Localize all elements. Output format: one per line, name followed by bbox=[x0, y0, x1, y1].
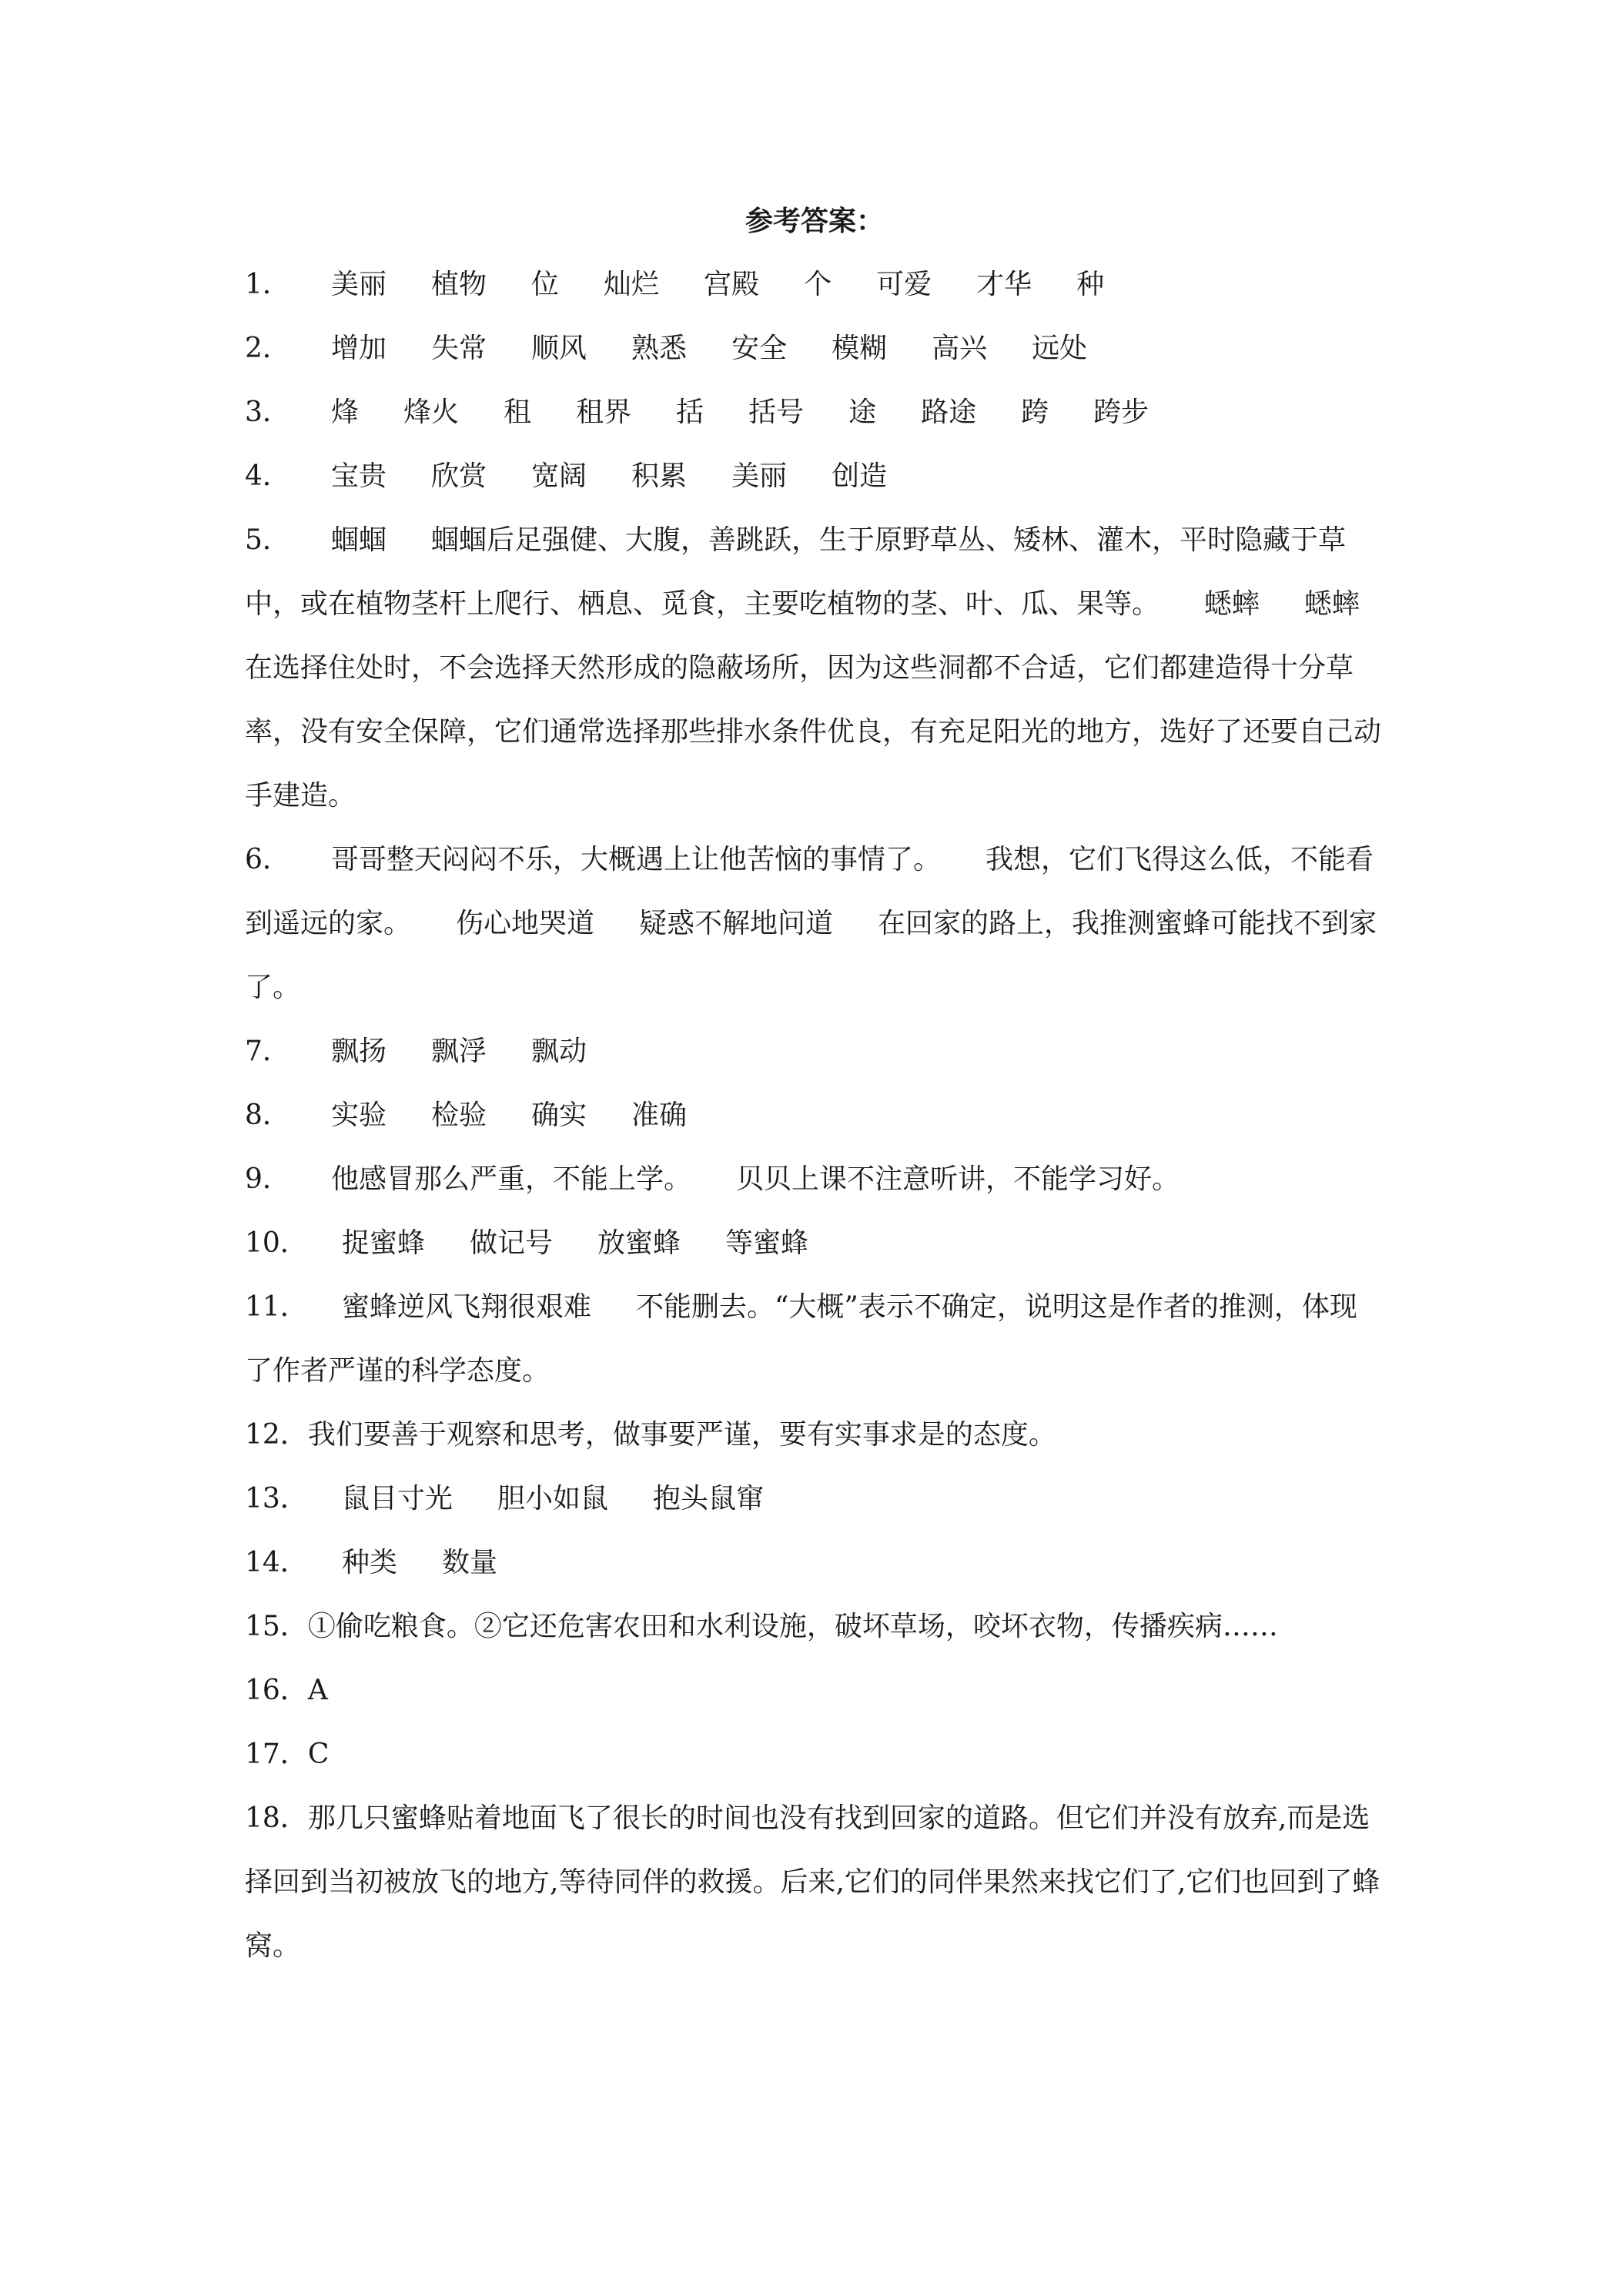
answer-segment: 顺风 bbox=[531, 333, 587, 364]
answer-5 bbox=[245, 508, 1384, 828]
answer-segment: A bbox=[307, 1675, 328, 1706]
answer-segment: 实验 bbox=[331, 1099, 387, 1131]
answer-4 bbox=[245, 444, 1384, 508]
answer-segment: 路途 bbox=[921, 397, 977, 428]
answer-number: 10． bbox=[245, 1227, 308, 1259]
answer-segment: 灿烂 bbox=[604, 269, 660, 300]
answer-segment: 烽火 bbox=[403, 397, 460, 428]
answer-segment: 安全 bbox=[731, 333, 788, 364]
answer-segment: 熟悉 bbox=[631, 333, 688, 364]
answer-number: 12． bbox=[245, 1419, 308, 1451]
answer-segment: C bbox=[307, 1739, 330, 1770]
answer-number: 5． bbox=[245, 524, 290, 556]
answer-segment: 括号 bbox=[748, 397, 805, 428]
answer-segment: 可爱 bbox=[876, 269, 932, 300]
answer-segment: 做记号 bbox=[470, 1227, 554, 1259]
answer-segment: 捉蜜蜂 bbox=[342, 1227, 426, 1259]
answer-segment: 欣赏 bbox=[431, 460, 487, 492]
answer-segment: 模糊 bbox=[832, 333, 888, 364]
answer-number: 15． bbox=[245, 1611, 308, 1642]
answer-segment: 飘动 bbox=[531, 1036, 587, 1067]
answer-segment: 他感冒那么严重，不能上学。 bbox=[331, 1163, 692, 1195]
answer-segment: 种 bbox=[1076, 269, 1105, 300]
answer-segment: 蝈蝈后足强健、大腹，善跳跃，生于原野草丛、矮林、灌木，平时隐藏于草中，或在植物茎杆上爬行、栖息、觅食，主要吃植物的茎、叶、瓜、果等。 bbox=[245, 524, 1347, 620]
answer-segment: 哥哥整天闷闷不乐，大概遇上让他苦恼的事情了。 bbox=[331, 844, 942, 875]
answer-segment: 飘扬 bbox=[331, 1036, 387, 1067]
answer-segment: 宫殿 bbox=[704, 269, 760, 300]
answer-segment: ①偷吃粮食。②它还危害农田和水利设施，破坏草场，咬坏衣物，传播疾病…… bbox=[307, 1611, 1278, 1642]
page-title: 参考答案： bbox=[745, 205, 884, 237]
answer-segment: 积累 bbox=[631, 460, 688, 492]
answer-6 bbox=[245, 828, 1384, 1019]
answer-13 bbox=[245, 1467, 1384, 1531]
answer-segment: 鼠目寸光 bbox=[342, 1483, 453, 1514]
answer-segment: 放蜜蜂 bbox=[597, 1227, 681, 1259]
answer-segment: 种类 bbox=[342, 1547, 398, 1578]
answer-segment: 位 bbox=[531, 269, 560, 300]
answer-segment: 蜜蜂逆风飞翔很艰难 bbox=[342, 1291, 592, 1323]
answer-segment: 租界 bbox=[576, 397, 632, 428]
answer-segment: 蟋蟀 bbox=[1204, 588, 1260, 620]
answer-segment: 植物 bbox=[431, 269, 487, 300]
answer-segment: 胆小如鼠 bbox=[497, 1483, 609, 1514]
answer-key-page bbox=[245, 202, 1384, 1978]
answer-segment: 蝈蝈 bbox=[331, 524, 387, 556]
answer-segment: 宝贵 bbox=[331, 460, 387, 492]
answer-segment: 失常 bbox=[431, 333, 487, 364]
answer-segment: 等蜜蜂 bbox=[725, 1227, 809, 1259]
answer-segment: 飘浮 bbox=[431, 1036, 487, 1067]
answer-number: 2． bbox=[245, 333, 290, 364]
answer-1 bbox=[245, 253, 1384, 316]
answer-segment: 我们要善于观察和思考，做事要严谨，要有实事求是的态度。 bbox=[307, 1419, 1056, 1451]
answer-number: 18． bbox=[245, 1802, 308, 1834]
answer-number: 3． bbox=[245, 397, 290, 428]
answer-number: 7． bbox=[245, 1036, 290, 1067]
answer-segment: 蟋蟀在选择住处时，不会选择天然形成的隐蔽场所，因为这些洞都不合适，它们都建造得十分草率，没有安全保障，它们通常选择那些排水条件优良，有充足阳光的地方，选好了还要自己动手建造。 bbox=[245, 588, 1382, 812]
answer-segment: 贝贝上课不注意听讲，不能学习好。 bbox=[736, 1163, 1180, 1195]
answer-3 bbox=[245, 380, 1384, 444]
answer-segment: 烽 bbox=[331, 397, 360, 428]
answer-10 bbox=[245, 1211, 1384, 1275]
answer-segment: 抱头鼠窜 bbox=[653, 1483, 765, 1514]
answer-segment: 美丽 bbox=[731, 460, 788, 492]
answer-segment: 不能删去。“大概”表示不确定，说明这是作者的推测，体现了作者严谨的科学态度。 bbox=[245, 1291, 1357, 1387]
answer-segment: 高兴 bbox=[932, 333, 988, 364]
answer-segment: 美丽 bbox=[331, 269, 387, 300]
answer-segment: 租 bbox=[504, 397, 532, 428]
answer-16 bbox=[245, 1658, 1384, 1722]
answer-number: 6． bbox=[245, 844, 290, 875]
answer-segment: 疑惑不解地问道 bbox=[639, 908, 834, 939]
answer-15 bbox=[245, 1595, 1384, 1658]
answer-9 bbox=[245, 1147, 1384, 1211]
answer-number: 8． bbox=[245, 1099, 290, 1131]
answer-number: 16． bbox=[245, 1675, 308, 1706]
answer-number: 17． bbox=[245, 1739, 308, 1770]
answer-7 bbox=[245, 1019, 1384, 1083]
answer-segment: 创造 bbox=[832, 460, 888, 492]
answer-8 bbox=[245, 1083, 1384, 1147]
answer-2 bbox=[245, 316, 1384, 380]
answer-segment: 跨 bbox=[1021, 397, 1049, 428]
answer-segment: 准确 bbox=[631, 1099, 688, 1131]
answer-segment: 才华 bbox=[976, 269, 1032, 300]
answer-11 bbox=[245, 1275, 1384, 1403]
answer-segment: 伤心地哭道 bbox=[456, 908, 595, 939]
answer-17 bbox=[245, 1722, 1384, 1786]
answer-number: 9． bbox=[245, 1163, 290, 1195]
answer-segment: 途 bbox=[848, 397, 877, 428]
answer-segment: 我想，它们飞得这么低，不能看到遥远的家。 bbox=[245, 844, 1374, 939]
answer-segment: 括 bbox=[676, 397, 704, 428]
answer-number: 11． bbox=[245, 1291, 308, 1323]
answer-segment: 跨步 bbox=[1093, 397, 1149, 428]
answer-segment: 个 bbox=[804, 269, 832, 300]
answer-segment: 远处 bbox=[1032, 333, 1088, 364]
answer-segment: 确实 bbox=[531, 1099, 587, 1131]
answer-segment: 那几只蜜蜂贴着地面飞了很长的时间也没有找到回家的道路。但它们并没有放弃,而是选择回到当初被放飞的地方,等待同伴的救援。后来,它们的同伴果然来找它们了,它们也回到了蜂窝。 bbox=[245, 1802, 1380, 1962]
answer-segment: 在回家的路上，我推测蜜蜂可能找不到家了。 bbox=[245, 908, 1377, 1003]
answer-14 bbox=[245, 1531, 1384, 1595]
answer-18 bbox=[245, 1786, 1384, 1978]
answer-12 bbox=[245, 1403, 1384, 1467]
answer-number: 14． bbox=[245, 1547, 308, 1578]
answer-number: 13． bbox=[245, 1483, 308, 1514]
answer-number: 1． bbox=[245, 269, 290, 300]
answer-number: 4． bbox=[245, 460, 290, 492]
answer-segment: 宽阔 bbox=[531, 460, 587, 492]
answer-segment: 检验 bbox=[431, 1099, 487, 1131]
answer-segment: 增加 bbox=[331, 333, 387, 364]
answer-segment: 数量 bbox=[442, 1547, 498, 1578]
